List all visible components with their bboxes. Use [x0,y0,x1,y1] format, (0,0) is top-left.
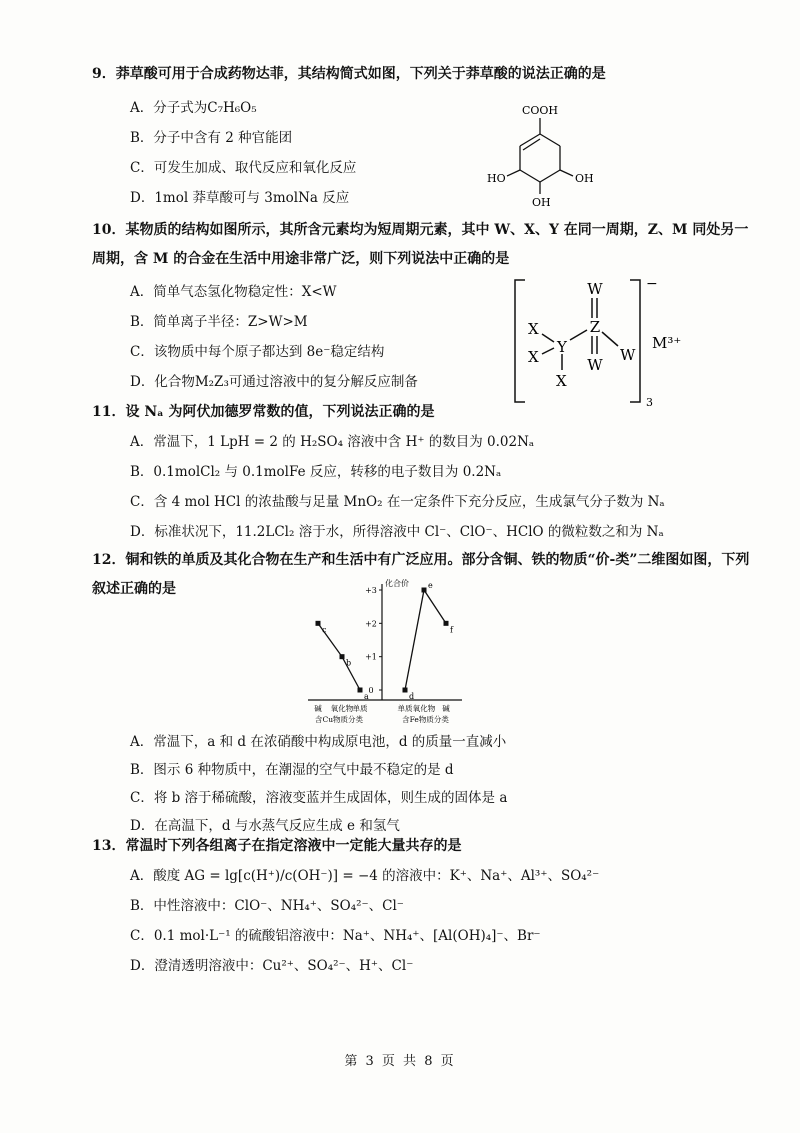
category-label: 单质 [352,704,368,713]
y-atom: Y [557,338,567,356]
group-label: 含Fe物质分类 [402,715,449,724]
point-label-d: d [409,692,415,701]
point-e [422,588,427,593]
point-label-b: b [346,658,352,668]
q9-stem: 9．莽草酸可用于合成药物达菲，其结构简式如图，下列关于莽草酸的说法正确的是 [92,66,606,82]
q10-stem-line1: 10．某物质的结构如图所示，其所含元素均为短周期元素，其中 W、X、Y 在同一周期，Z、M 同处另一 [92,222,749,238]
point-d [403,688,408,693]
point-a [358,688,363,693]
q10-stem-line2: 周期，含 M 的合金在生活中用途非常广泛，则下列说法中正确的是 [92,251,510,267]
oh-bottom-label: OH [532,196,551,209]
q13-stem: 13．常温时下列各组离子在指定溶液中一定能大量共存的是 [92,838,462,854]
category-label: 碱 [442,704,450,713]
w-right: W [620,346,636,364]
y-tick-label: +2 [365,619,377,629]
q11-stem: 11．设 Nₐ 为阿伏加德罗常数的值，下列说法正确的是 [92,404,435,420]
w-top: W [587,280,603,298]
page-footer: 第 3 页 共 8 页 [344,1054,456,1069]
point-label-a: a [364,692,369,701]
point-label-c: c [322,625,327,635]
x-bottom: X [556,372,567,390]
category-label: 氧化物 [412,704,436,713]
oh-right-label: OH [575,172,594,185]
charge-minus: − [646,276,658,292]
q10-option-d: D．化合物M₂Z₃可通过溶液中的复分解反应制备 [130,374,418,390]
q10-option-c: C．该物质中每个原子都达到 8e⁻稳定结构 [130,344,385,360]
q12-stem-line2: 叙述正确的是 [92,581,176,597]
point-b [340,654,345,659]
q12-option-c: C．将 b 溶于稀硫酸，溶液变蓝并生成固体，则生成的固体是 a [130,790,508,806]
cooh-label: COOH [521,104,559,117]
point-label-e: e [428,581,433,590]
q10-structure [510,270,710,410]
y-tick-label: 0 [368,686,374,695]
q11-option-c: C．含 4 mol HCl 的浓盐酸与足量 MnO₂ 在一定条件下充分反应，生成氯气分子数为 Nₐ [130,494,665,510]
subscript-3: 3 [646,396,653,409]
series-line-fe [405,590,446,690]
q9-option-d: D．1mol 莽草酸可与 3molNa 反应 [130,190,350,206]
y-tick-label: +1 [365,652,377,662]
group-label: 含Cu物质分类 [314,715,364,724]
q9-option-b: B．分子中含有 2 种官能团 [130,130,293,146]
q11-option-a: A．常温下，1 LpH = 2 的 H₂SO₄ 溶液中含 H⁺ 的数目为 0.02Nₐ [130,434,535,450]
q13-option-c: C．0.1 mol·L⁻¹ 的硫酸铝溶液中：Na⁺、NH₄⁺、[Al(OH)₄]⁻、Br⁻ [130,928,541,944]
y-axis-label: 化合价 [385,579,409,588]
shikimic-acid-structure [485,98,615,213]
q10-option-b: B．简单离子半径：Z>W>M [130,314,308,330]
q11-option-b: B．0.1molCl₂ 与 0.1molFe 反应，转移的电子数目为 0.2Nₐ [130,464,502,480]
category-label: 氧化物 [330,704,354,713]
z-atom: Z [589,318,601,336]
q11-option-d: D．标准状况下，11.2LCl₂ 溶于水，所得溶液中 Cl⁻、ClO⁻、HClO 的微粒数之和为 Nₐ [130,524,664,540]
q10-option-a: A．简单气态氢化物稳定性：X<W [130,284,337,300]
point-label-f: f [450,625,453,635]
ho-left-label: HO [487,172,506,185]
valence-class-chart [300,576,470,726]
category-label: 单质 [397,704,413,713]
q13-option-a: A．酸度 AG = lg[c(H⁺)/c(OH⁻)] = −4 的溶液中：K⁺、Na⁺、Al³⁺、SO₄²⁻ [130,868,600,884]
q13-option-b: B．中性溶液中：ClO⁻、NH₄⁺、SO₄²⁻、Cl⁻ [130,898,404,914]
point-c [316,621,321,626]
x-top: X [528,320,539,338]
q12-option-b: B．图示 6 种物质中，在潮湿的空气中最不稳定的是 d [130,762,454,778]
q12-option-d: D．在高温下，d 与水蒸气反应生成 e 和氢气 [130,818,400,834]
q13-option-d: D．澄清透明溶液中：Cu²⁺、SO₄²⁻、H⁺、Cl⁻ [130,958,414,974]
q12-option-a: A．常温下，a 和 d 在浓硝酸中构成原电池，d 的质量一直减小 [130,734,507,750]
x-left: X [528,348,539,366]
point-f [444,621,449,626]
q12-stem-line1: 12．铜和铁的单质及其化合物在生产和生活中有广泛应用。部分含铜、铁的物质“价-类”二维图如图，下列 [92,552,750,568]
category-label: 碱 [314,704,322,713]
q9-option-c: C．可发生加成、取代反应和氧化反应 [130,160,357,176]
q9-option-a: A．分子式为C₇H₆O₅ [130,100,257,116]
m-ion: M³⁺ [652,334,682,352]
y-tick-label: +3 [365,586,377,595]
w-bottom: W [587,356,603,374]
